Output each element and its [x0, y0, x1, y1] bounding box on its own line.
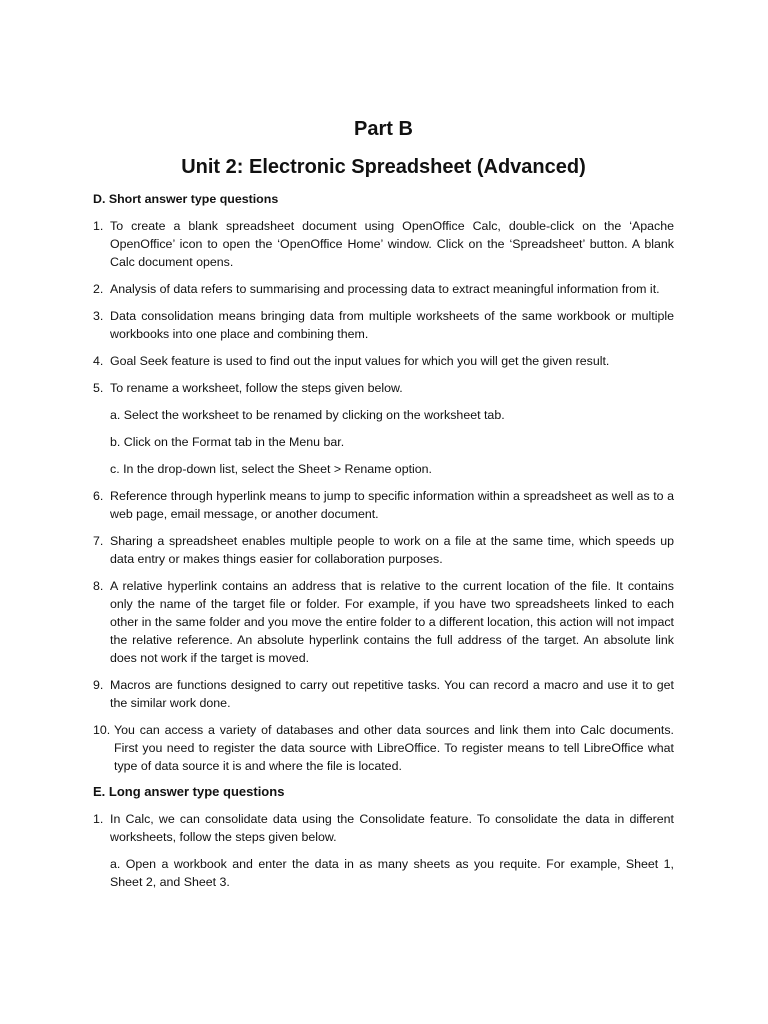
item-text: A relative hyperlink contains an address that is relative to the current location of the file. It contains only the name of the target file or folder. For example, if you have two spreadsheets linked to each other in the same folder and you move the entire folder to a different location, this action will not impact the relative reference. An absolute hyperlink contains the full address of the target. An absolute link does not work if the target is moved.: [110, 579, 674, 665]
answer-item-d8: [93, 577, 674, 667]
item-text: Macros are functions designed to carry out repetitive tasks. You can record a macro and use it to get the similar work done.: [110, 678, 674, 710]
item-number: 1.: [93, 219, 104, 233]
answer-item-d4: [93, 352, 674, 370]
rename-steps-list: [93, 406, 674, 478]
answer-item-d9: [93, 676, 674, 712]
item-number: 4.: [93, 354, 104, 368]
item-text: Goal Seek feature is used to find out the input values for which you will get the given result.: [110, 354, 610, 368]
item-text: Data consolidation means bringing data from multiple worksheets of the same workbook or multiple workbooks into one place and combining them.: [110, 309, 674, 341]
rename-step-b: b. Click on the Format tab in the Menu bar.: [110, 435, 345, 449]
item-number: 7.: [93, 534, 104, 548]
unit-title: Unit 2: Electronic Spreadsheet (Advanced): [181, 156, 586, 178]
answer-item-d3: [93, 307, 674, 343]
answer-item-e1: [93, 810, 674, 846]
item-number: 9.: [93, 678, 104, 692]
item-number: 3.: [93, 309, 104, 323]
consolidate-step-a: a. Open a workbook and enter the data in as many sheets as you requite. For example, Sheet 1, Sheet 2, and Sheet 3.: [110, 857, 674, 889]
answer-item-d5: [93, 379, 674, 397]
answer-item-d10: [93, 721, 674, 775]
item-text: To create a blank spreadsheet document using OpenOffice Calc, double-click on the ‘Apache OpenOffice’ icon to open the ‘OpenOffice Home’ window. Click on the ‘Spreadsheet’ button. A blank Calc document opens.: [110, 219, 674, 269]
answer-item-d6: [93, 487, 674, 523]
item-number: 2.: [93, 282, 104, 296]
item-number: 8.: [93, 579, 104, 593]
item-text: Analysis of data refers to summarising and processing data to extract meaningful information from it.: [110, 282, 660, 296]
rename-step-c: c. In the drop-down list, select the Sheet > Rename option.: [110, 462, 432, 476]
item-number: 10.: [93, 723, 111, 737]
section-e-heading: E. Long answer type questions: [93, 784, 285, 799]
item-number: 1.: [93, 812, 104, 826]
item-number: 6.: [93, 489, 104, 503]
rename-step-a: a. Select the worksheet to be renamed by clicking on the worksheet tab.: [110, 408, 505, 422]
part-title: Part B: [354, 118, 413, 140]
section-d-heading: D. Short answer type questions: [93, 192, 279, 206]
item-text: Reference through hyperlink means to jump to specific information within a spreadsheet as well as to a web page, email message, or another document.: [110, 489, 674, 521]
item-text: In Calc, we can consolidate data using the Consolidate feature. To consolidate the data in different worksheets, follow the steps given below.: [110, 812, 674, 844]
item-number: 5.: [93, 381, 104, 395]
item-text: Sharing a spreadsheet enables multiple people to work on a file at the same time, which speeds up data entry or makes things easier for collaboration purposes.: [110, 534, 674, 566]
consolidate-steps-list: [93, 855, 674, 891]
item-text: To rename a worksheet, follow the steps given below.: [110, 381, 403, 395]
answer-item-d2: [93, 280, 674, 298]
answer-item-d7: [93, 532, 674, 568]
answer-item-d1: [93, 217, 674, 271]
item-text: You can access a variety of databases and other data sources and link them into Calc documents. First you need to register the data source with LibreOffice. To register means to tell LibreOffice what type of data source it is and where the file is located.: [114, 723, 674, 773]
